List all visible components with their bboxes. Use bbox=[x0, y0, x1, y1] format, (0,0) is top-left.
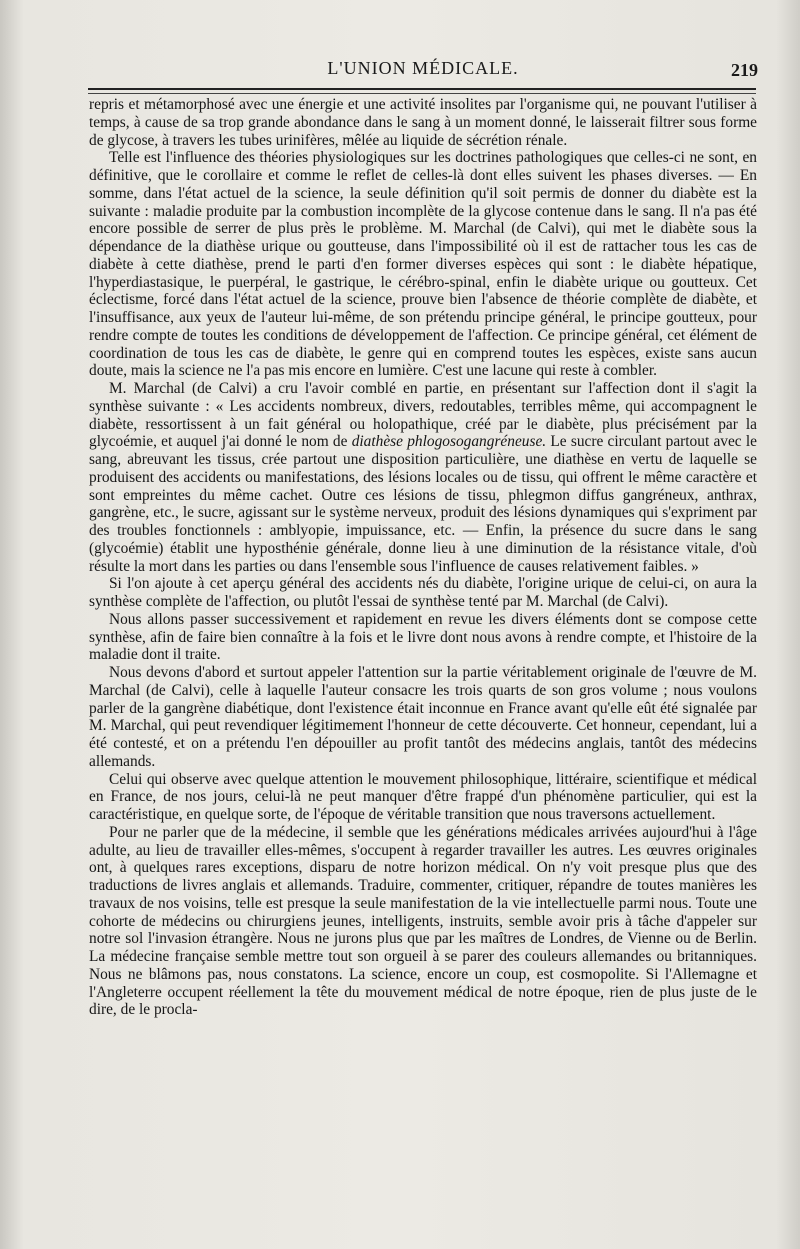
page-header bbox=[88, 58, 758, 88]
running-title: L'UNION MÉDICALE. bbox=[327, 58, 519, 78]
paragraph-1: repris et métamorphosé avec une énergie et une activité insolites par l'organisme qui, ne pouvant l'utiliser à temps, à cause de sa trop grande abondance dans le sang à un moment donné, le laisserait filtrer sous forme de glycose, à travers les tubes urinifères, mêlée au liquide de sécrétion rénale. bbox=[89, 96, 757, 149]
paragraph-6: Nous devons d'abord et surtout appeler l'attention sur la partie véritablement originale de l'œuvre de M. Marchal (de Calvi), celle à laquelle l'auteur consacre les trois quarts de son gros volume ; nous voulons parler de la gangrène diabétique, dont l'existence était inconnue en France avant qu'elle eût été signalée par M. Marchal, qui peut revendiquer légitimement l'honneur de cette découverte. Cet honneur, cependant, lui a été contesté, et on a prétendu l'en dépouiller au profit tantôt des médecins anglais, tantôt des médecins allemands. bbox=[89, 664, 757, 770]
italic-term: diathèse phlogosogangréneuse. bbox=[351, 433, 547, 451]
paragraph-3 bbox=[89, 380, 757, 575]
paragraph-3-start: M. Marchal (de Calvi) a cru l'avoir comblé en partie, en présentant sur l'affection dont il s'agit la synthèse suivante : « Les accidents nombreux, divers, redoutables, terribles même, qui accompagnent le diabète, ressortissent à un fait général ou holopathique, créé par le diabète, plus précisément par la glycoémie, et auquel j'ai donné le nom de bbox=[89, 380, 757, 451]
paragraph-2: Telle est l'influence des théories physiologiques sur les doctrines pathologiques que celles-ci ne sont, en définitive, que le corollaire et comme le reflet de celles-là dont elles suivent les phases diverses. — En somme, dans l'état actuel de la science, la seule définition qu'il soit permis de donner du diabète est la suivante : maladie produite par la combustion incomplète de la glycose contenue dans le sang. Il n'a pas été encore possible de serrer de plus près le problème. M. Marchal (de Calvi), qui met le diabète sous la dépendance de la diathèse urique ou goutteuse, dans l'impossibilité où il est de rattacher tous les cas de diabète à cette diathèse, prend le parti d'en former diverses espèces qui sont : le diabète hépatique, l'hyperdiastasique, le puerpéral, le gastrique, le cérébro-spinal, enfin le diabète urique ou goutteux. Cet éclectisme, forcé dans l'état actuel de la science, prouve bien l'absence de théorie complète de diabète, et l'insuffisance, aux yeux de l'auteur lui-même, de son prétendu principe général, le principe goutteux, pour rendre compte de toutes les conditions de développement de l'affection. Ce principe général, cet élément de coordination de tous les cas de diabète, le genre qui en comprend toutes les espèces, existe sans aucun doute, mais la science ne l'a pas mis encore en lumière. C'est une lacune qui reste à combler. bbox=[89, 149, 757, 380]
header-rule bbox=[88, 88, 756, 94]
paragraph-4: Si l'on ajoute à cet aperçu général des accidents nés du diabète, l'origine urique de celui-ci, on aura la synthèse complète de l'affection, ou plutôt l'essai de synthèse tenté par M. Marchal (de Calvi). bbox=[89, 575, 757, 610]
paragraph-8: Pour ne parler que de la médecine, il semble que les générations médicales arrivées aujourd'hui à l'âge adulte, au lieu de travailler elles-mêmes, s'occupent à regarder travailler les autres. Les œuvres originales ont, à quelques rares exceptions, disparu de notre horizon médical. On n'y voit presque plus que des traductions de livres anglais et allemands. Traduire, commenter, critiquer, répandre de toutes manières les travaux de nos voisins, telle est presque la seule manifestation de la vie intellectuelle parmi nous. Toute une cohorte de médecins ou chirurgiens jeunes, intelligents, instruits, semble avoir pris à tâche d'appeler sur notre sol l'invasion étrangère. Nous ne jurons plus que par les maîtres de Londres, de Vienne ou de Berlin. La médecine française semble mettre tout son orgueil à se parer des couleurs allemandes ou britanniques. Nous ne blâmons pas, nous constatons. La science, encore un coup, est cosmopolite. Si l'Allemagne et l'Angleterre occupent réellement la tête du mouvement médical de notre époque, rien de plus juste de le dire, de le procla- bbox=[89, 823, 757, 1019]
paragraph-7: Celui qui observe avec quelque attention le mouvement philosophique, littéraire, scientifique et médical en France, de nos jours, celui-là ne peut manquer d'être frappé d'un phénomène particulier, qui est la caractéristique, en quelque sorte, de l'époque de véritable transition que nous traversons actuellement. bbox=[89, 770, 757, 823]
article-body bbox=[89, 96, 757, 1019]
paragraph-5: Nous allons passer successivement et rapidement en revue les divers éléments dont se compose cette synthèse, afin de faire bien connaître à la fois et le livre dont nous avons à rendre compte, et l'histoire de la maladie dont il traite. bbox=[89, 610, 757, 664]
page-number: 219 bbox=[731, 60, 758, 80]
paragraph-3-end: Le sucre circulant partout avec le sang, abreuvant les tissus, crée partout une disposition particulière, une diathèse en vertu de laquelle se produisent des accidents ou manifestations, des lésions locales ou de tissu, qui offrent le même caractère et sont empreintes du même cachet. Outre ces lésions de tissu, phlegmon diffus gangréneux, anthrax, gangrène, etc., le sucre, agissant sur le système nerveux, produit des lésions dynamiques qui s'expriment par des troubles fonctionnels : amblyopie, impuissance, etc. — Enfin, la présence du sucre dans le sang (glycoémie) établit une hyposthénie générale, donne lieu à une diminution de la résistance vitale, d'où résulte la mort dans les parties ou dans l'ensemble sous l'influence de causes relativement faibles. » bbox=[89, 433, 757, 575]
